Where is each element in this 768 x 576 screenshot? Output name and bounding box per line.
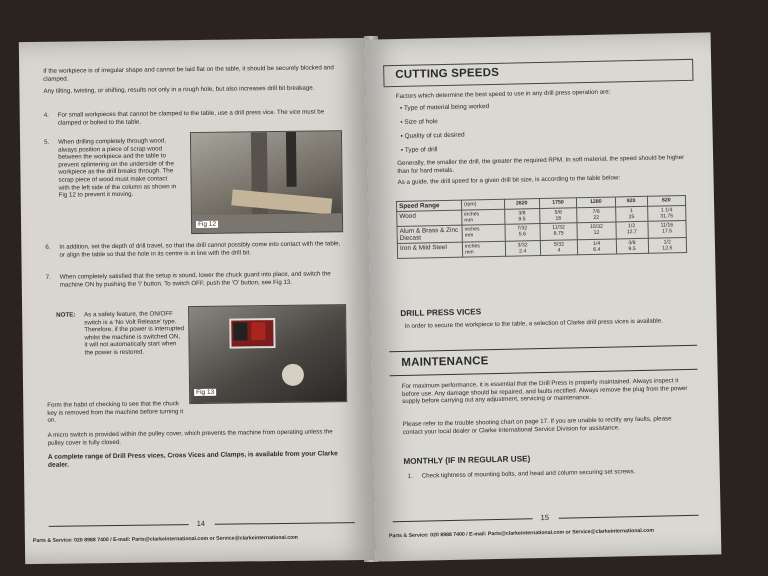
table-header-cell: 1750: [539, 198, 577, 209]
table-header-cell: 2620: [504, 199, 539, 210]
item7-number: 7.: [45, 273, 51, 281]
bullet-4: • Type of drill: [400, 146, 438, 154]
table-cell: 5/8 16: [539, 208, 577, 224]
intro-text: If the workpiece is of irregular shape and cannot be laid flat on the table, it should be securely blocked and clamped.: [43, 64, 334, 83]
item5-number: 5.: [44, 138, 50, 146]
table-cell: 1/2 12.7: [615, 221, 648, 239]
left-page-number: 14: [196, 518, 206, 529]
table-cell: 1/4 6.4: [578, 239, 617, 255]
table-header-cell: Speed Range: [396, 200, 461, 211]
left-page: [19, 38, 375, 564]
note-label: NOTE:: [56, 311, 76, 319]
right-footer: Parts & Service: 020 8988 7400 / E-mail: Parts@clarkeinternational.com or Service@clarkeinternational.com: [388, 527, 654, 540]
habit-text: Form the habit of checking to see that the chuck key is removed from the machine before turning it on.: [47, 400, 184, 425]
drill-press-vices-title: DRILL PRESS VICES: [400, 307, 482, 318]
intro2-text: Any tilting, twisting, or shifting, results not only in a rough hole, but also increases drill bit breakage.: [43, 84, 315, 95]
item6-text: In addition, set the depth of drill travel, so that the drill cannot possibly come into contact with the table, or align the table so that the hole in its centre is in line with the drill bit.: [59, 240, 341, 259]
note-text: As a safety feature, the ON/OFF switch is a 'No Volt Release' type. Therefore, if the power is interrupted whilst the machine is switched ON, it will not automatically start when the power is restored.: [84, 310, 185, 357]
promo-text: A complete range of Drill Press vices, Cross Vices and Clamps, is available from your Clarke dealer.: [47, 450, 338, 469]
vices-text: In order to secure the workpiece to the table, a selection of Clarke drill press vices is available.: [404, 317, 663, 330]
fig13-image: [188, 304, 347, 404]
table-cell-units: inches mm: [462, 209, 505, 225]
maintenance-text-1: For maximum performance, it is essential that the Drill Press is properly maintained. Always inspect it before use. Any damage should be repaired, and faults rectified. Always remove the plug from the power supply before carrying out any adjustment, servicing or maintenance.: [401, 377, 688, 406]
monthly-title: MONTHLY (IF IN REGULAR USE): [403, 454, 531, 466]
monthly-item-text: Check tightness of mounting bolts, and head and column securing set screws.: [421, 468, 636, 480]
footer-rule-left-b: [215, 522, 355, 525]
table-header-cell: 920: [615, 196, 647, 207]
table-cell: 5/32 4: [540, 240, 578, 256]
item7-text: When completely satisfied that the setup is sound, lower the chuck guard into place, and switch the machine ON by pushing the 'I' button. To switch OFF, push the 'O' button, see Fig 13.: [59, 270, 331, 289]
table-cell: 7/32 5.6: [505, 224, 541, 242]
table-cell: 1/2 12.5: [648, 237, 687, 253]
speed-table: [396, 195, 687, 259]
item4-number: 4.: [43, 111, 49, 119]
table-cell: 3/32 2.4: [505, 241, 541, 257]
item5-text: When drilling completely through wood, always position a piece of scrap wood between the workpiece and the table to prevent splintering on the underside of the workpiece as the drill breaks through. The scrap piece of wood must make contact with the left side of the column as shown in Fig 12 to prevent it moving.: [58, 137, 177, 199]
item6-number: 6.: [45, 243, 51, 251]
table-cell: 3/8 9.5: [616, 238, 648, 254]
maintenance-title: MAINTENANCE: [401, 355, 489, 369]
monthly-item-number: 1.: [407, 472, 413, 480]
footer-rule-right-b: [559, 515, 699, 519]
bullet-1-text: Type of material being worked: [403, 103, 490, 112]
bullet-1: • Type of material being worked: [399, 103, 490, 112]
generally-text: Generally, the smaller the drill, the greater the required RPM. In soft material, the speed should be higher than for hard metals.: [397, 154, 685, 175]
cutting-speeds-title: CUTTING SPEEDS: [395, 66, 500, 82]
table-cell-units: inches mm: [462, 224, 505, 242]
table-header-cell: (rpm): [461, 199, 504, 210]
table-cell: 11/32 8.75: [540, 223, 578, 241]
bullet-3-text: Quality of cut desired: [404, 131, 465, 140]
table-cell-material: Iron & Mild Steel: [397, 242, 462, 258]
table-cell: 3/8 9.5: [504, 209, 540, 225]
right-page-number: 15: [540, 512, 550, 523]
bullet-2-text: Size of hole: [404, 118, 438, 126]
fig13-label: Fig 13: [196, 388, 215, 397]
table-cell: 15/32 12: [577, 222, 616, 240]
table-cell-material: Wood: [397, 210, 462, 226]
table-header-cell: 1280: [577, 197, 615, 208]
bullet-3: • Quality of cut desired: [400, 131, 465, 140]
right-page: [365, 32, 722, 561]
fig12-image: [190, 130, 343, 234]
bullet-2: • Size of hole: [400, 118, 438, 126]
left-footer: Parts & Service: 020 8988 7400 / E-mail: Parts@clarkeinternational.com or Service@clarkeinternational.com: [32, 534, 298, 545]
maintenance-rule-top: [389, 345, 697, 352]
table-cell: 11/16 17.5: [648, 220, 687, 238]
table-cell-material: Alum & Brass & Zinc Diecast: [397, 225, 462, 243]
table-cell: 1 1/4 31.75: [647, 205, 686, 221]
micro-switch-text: A micro switch is provided within the pulley cover, which prevents the machine from operating unless the pulley cover is fully closed.: [47, 428, 333, 447]
table-cell: 1 25: [615, 206, 647, 222]
guide-text: As a guide, the drill speed for a given drill bit size, is according to the table below:: [397, 174, 621, 187]
fig12-label: Fig 12: [198, 220, 217, 228]
footer-rule-right-a: [393, 518, 533, 522]
footer-rule-left-a: [49, 524, 189, 527]
factors-text: Factors which determine the best speed to use in any drill press operation are:: [395, 88, 611, 101]
maintenance-rule-bottom: [390, 369, 698, 376]
item4-text: For small workpieces that cannot be clamped to the table, use a drill press vice. The vice must be clamped or bolted to the table.: [57, 108, 325, 127]
table-cell-units: inches mm: [462, 241, 505, 257]
table-header-cell: 620: [647, 195, 686, 206]
bullet-4-text: Type of drill: [404, 146, 438, 154]
maintenance-text-2: Please refer to the trouble shooting chart on page 17. If you are unable to rectify any faults, please contact your local dealer or Clarke International Service Division for assistance.: [402, 415, 672, 436]
table-cell: 7/8 22: [577, 207, 616, 223]
